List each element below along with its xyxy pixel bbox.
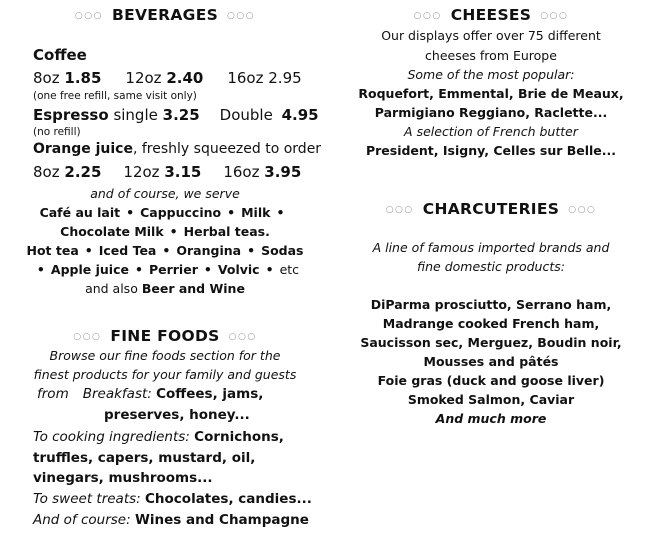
dots-icon: ○○○ [73,332,102,342]
cooking-line: To cooking ingredients: Cornichons, [33,429,284,445]
bullet-icon: • [134,262,143,277]
drinks-row: Chocolate Milk • Herbal teas. [60,224,270,239]
bullet-icon: • [276,205,285,220]
beverages-heading: ○○○ BEVERAGES ○○○ [74,6,256,24]
charcuteries-item: Mousses and pâtés [423,354,559,369]
dots-icon: ○○○ [385,205,414,215]
dots-icon: ○○○ [228,332,257,342]
espresso-note: (no refill) [33,126,81,138]
course-line: And of course: Wines and Champagne [33,512,309,528]
cheeses-text: Our displays offer over 75 different [381,28,601,43]
bullet-icon: • [84,243,93,258]
drinks-row: • Apple juice • Perrier • Volvic • etc [36,262,300,277]
cooking-line: truffles, capers, mustard, oil, [33,450,256,466]
dots-icon: ○○○ [74,11,103,21]
dots-icon: ○○○ [568,205,597,215]
cheeses-list: Parmigiano Reggiano, Raclette... [374,105,608,120]
coffee-note: (one free refill, same visit only) [33,90,197,102]
charcuteries-heading: ○○○ CHARCUTERIES ○○○ [385,200,597,218]
charcuteries-intro: A line of famous imported brands and [372,240,610,255]
orange-juice-line: Orange juice, freshly squeezed to order [33,141,322,157]
bullet-icon: • [247,243,256,258]
also-line: and also Beer and Wine [85,281,245,296]
charcuteries-item: And much more [435,411,547,426]
charcuteries-intro: fine domestic products: [417,259,565,274]
bullet-icon: • [265,262,274,277]
bullet-icon: • [162,243,171,258]
orange-juice-prices: 8oz 2.25 12oz 3.15 16oz 3.95 [33,163,302,181]
dots-icon: ○○○ [413,11,442,21]
coffee-label: Coffee [33,46,87,64]
charcuteries-item: Saucisson sec, Merguez, Boudin noir, [360,335,622,350]
charcuteries-item: Madrange cooked French ham, [382,316,600,331]
fine-foods-heading: ○○○ FINE FOODS ○○○ [73,327,257,345]
sweet-line: To sweet treats: Chocolates, candies... [33,491,312,507]
charcuteries-item: Smoked Salmon, Caviar [407,392,575,407]
breakfast-line: from Breakfast: Coffees, jams, [37,386,264,402]
cheeses-list: Roquefort, Emmental, Brie de Meaux, [358,86,624,101]
charcuteries-item: Foie gras (duck and goose liver) [377,373,605,388]
bullet-icon: • [36,262,45,277]
bullet-icon: • [126,205,135,220]
cooking-line: vinegars, mushrooms... [33,470,213,486]
cheeses-text: cheeses from Europe [425,48,557,63]
drinks-row: Hot tea • Iced Tea • Orangina • Sodas [26,243,304,258]
espresso-prices: Espresso single 3.25 Double 4.95 [33,106,319,124]
bullet-icon: • [227,205,236,220]
butter-list: President, Isigny, Celles sur Belle... [365,143,617,158]
charcuteries-item: DiParma prosciutto, Serrano ham, [370,297,612,312]
bullet-icon: • [169,224,178,239]
bullet-icon: • [203,262,212,277]
fine-foods-intro: finest products for your family and guests [33,367,297,382]
serve-intro: and of course, we serve [90,186,240,201]
dots-icon: ○○○ [540,11,569,21]
dots-icon: ○○○ [227,11,256,21]
cheeses-popular: Some of the most popular: [407,67,575,82]
drinks-row: Café au lait • Cappuccino • Milk • [39,205,285,220]
breakfast-line: preserves, honey... [104,407,250,423]
fine-foods-intro: Browse our fine foods section for the [49,348,281,363]
coffee-prices: 8oz 1.85 12oz 2.40 16oz 2.95 [33,69,302,87]
butter-intro: A selection of French butter [404,124,578,139]
cheeses-heading: ○○○ CHEESES ○○○ [413,6,569,24]
